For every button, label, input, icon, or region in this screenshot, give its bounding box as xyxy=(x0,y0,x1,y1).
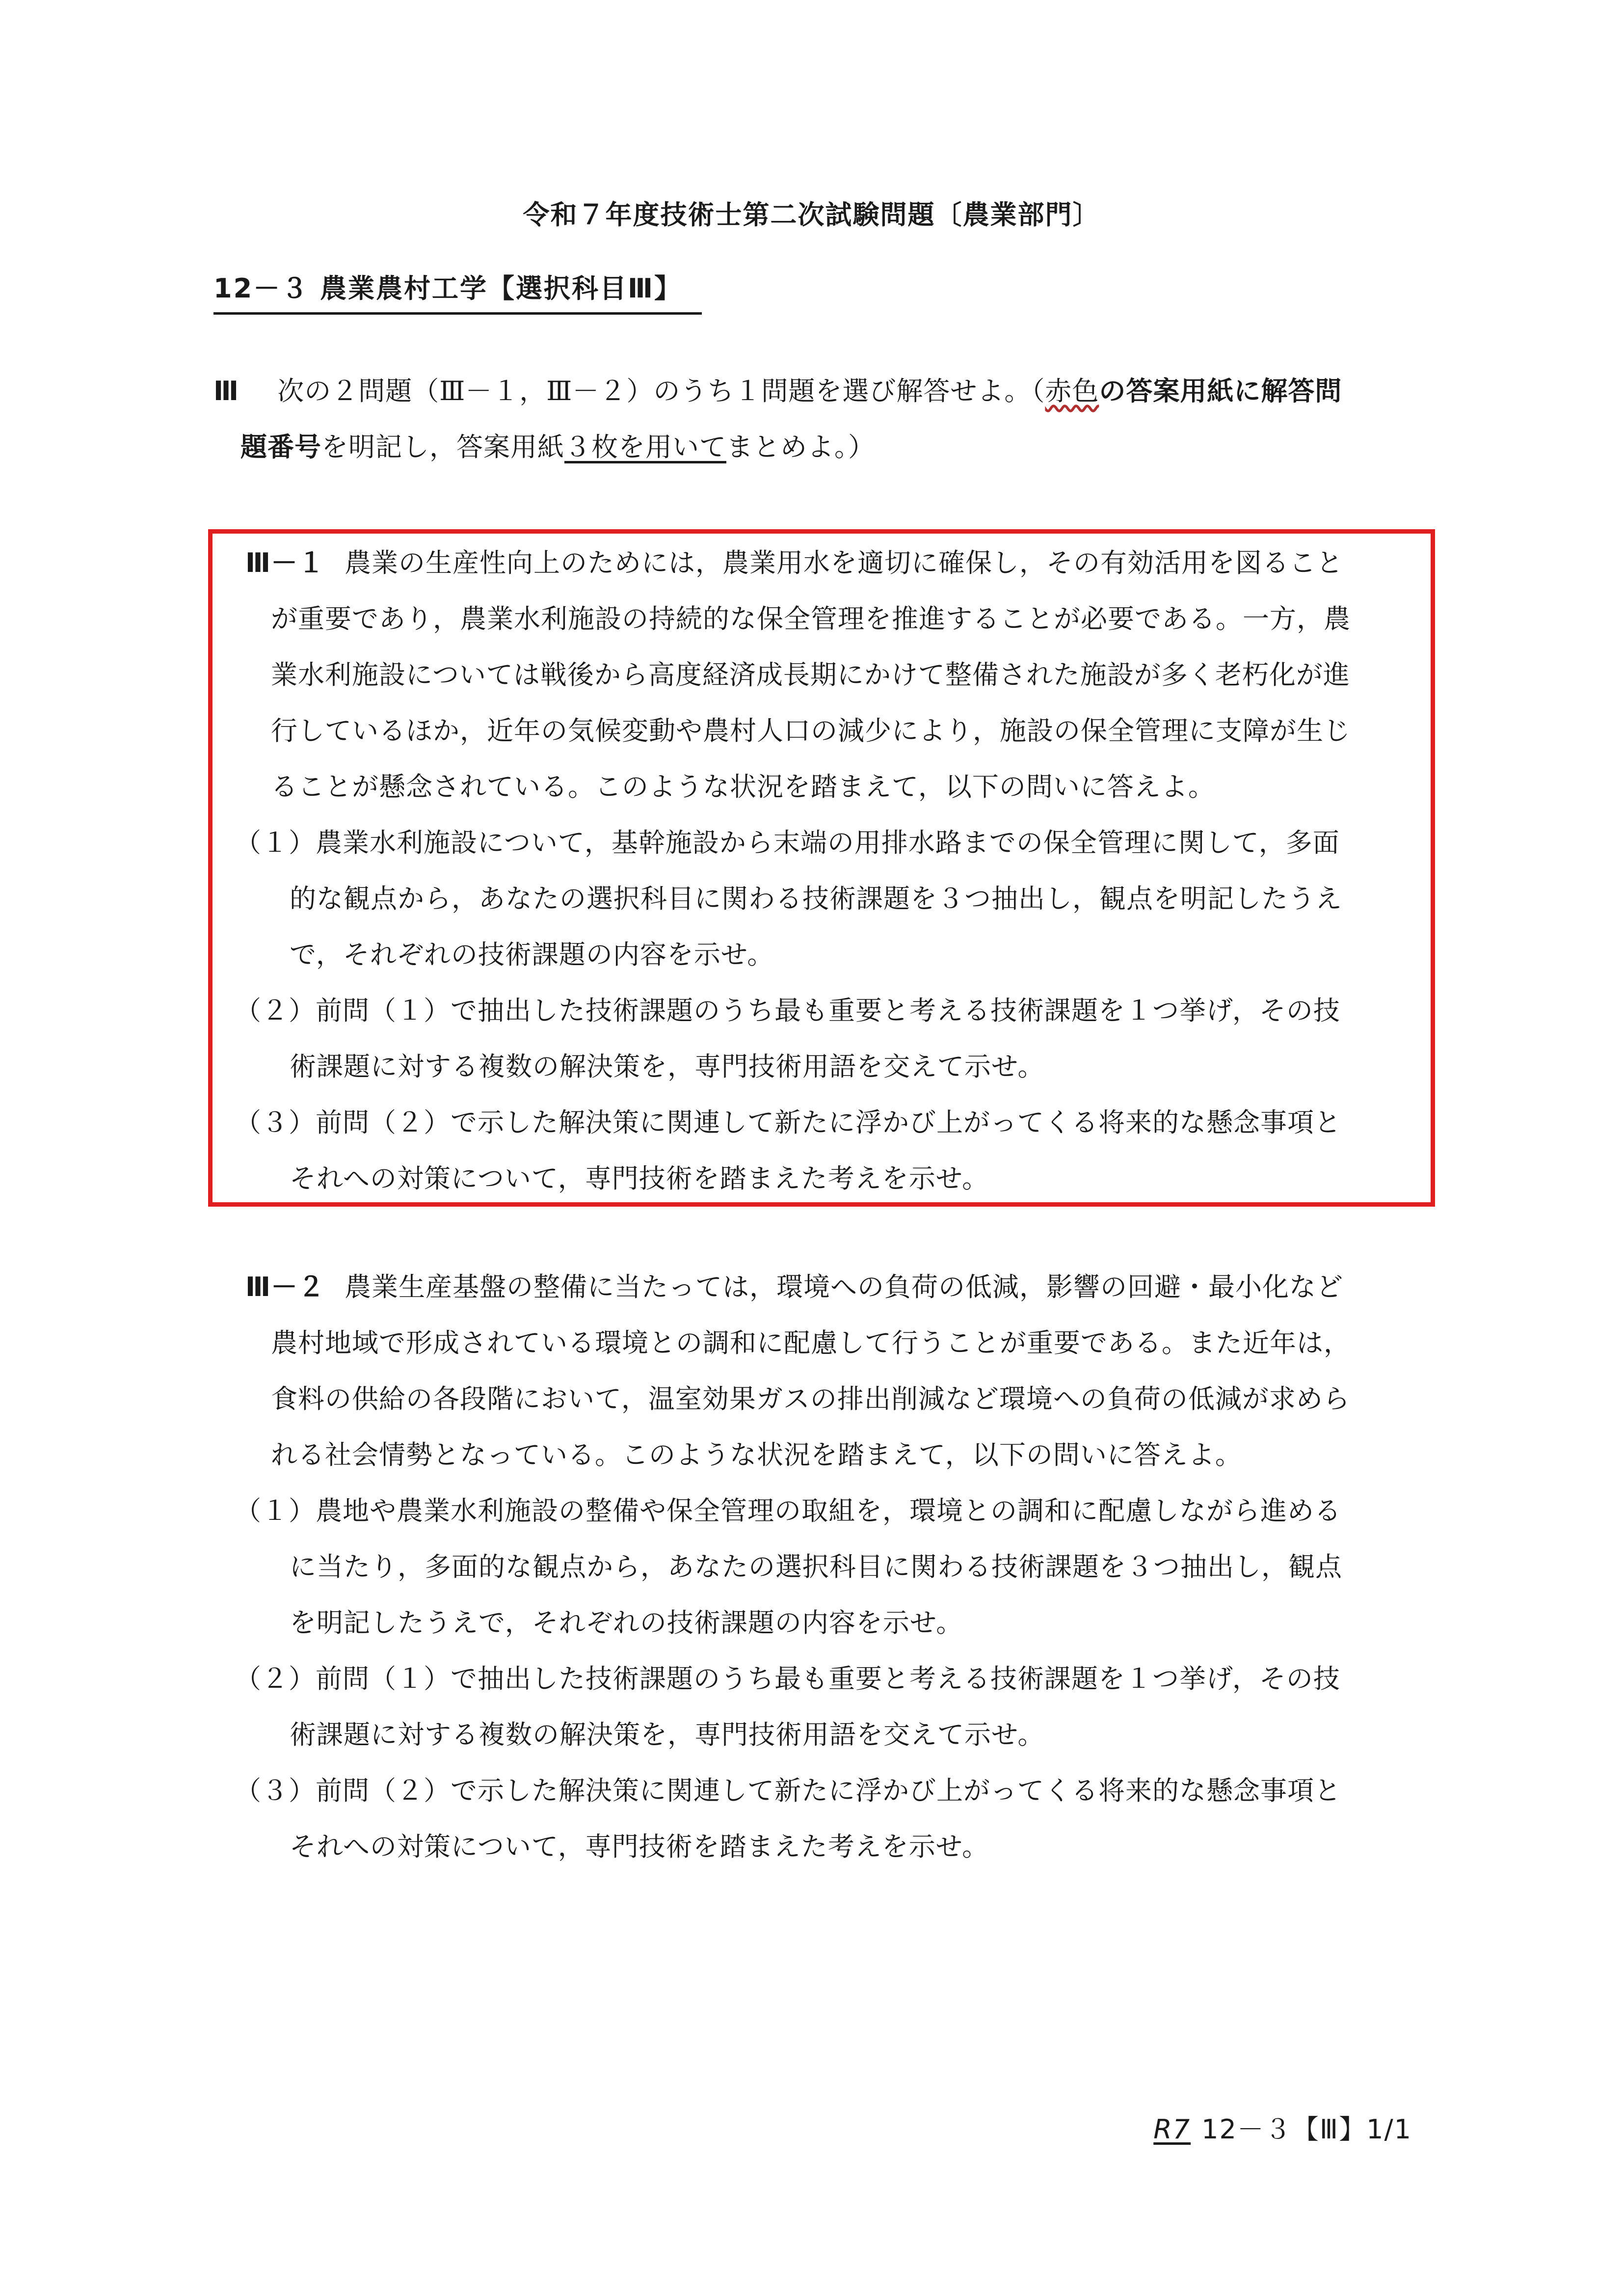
sub-question-line: で，それぞれの技術課題の内容を示せ。 xyxy=(290,939,774,970)
answer-sheet-note: の答案用紙に解答問 xyxy=(1099,376,1342,406)
sub-question-1: （１）農地や農業水利施設の整備や保全管理の取組を，環境との調和に配慮しながら進める xyxy=(235,1495,1341,1526)
red-color-note: 赤色 xyxy=(1045,376,1099,406)
sub-question-line: 的な観点から，あなたの選択科目に関わる技術課題を３つ抽出し，観点を明記したうえ xyxy=(290,883,1342,914)
sub-question-2: （２）前問（１）で抽出した技術課題のうち最も重要と考える技術課題を１つ挙げ，その技 xyxy=(235,995,1340,1026)
question-body-line: Ⅲ－２ 農業生産基盤の整備に当たっては，環境への負荷の低減，影響の回避・最小化など xyxy=(245,1271,1344,1302)
instructions-text: 次の２問題（Ⅲ－１，Ⅲ－２）のうち１問題を選び解答せよ。（ xyxy=(277,376,1045,406)
sub-question-line: それへの対策について，専門技術を踏まえた考えを示せ。 xyxy=(290,1163,989,1194)
page-title: 令和７年度技術士第二次試験問題〔農業部門〕 xyxy=(523,199,1100,230)
sub-question-3: （３）前問（２）で示した解決策に関連して新たに浮かび上がってくる将来的な懸念事項と xyxy=(235,1107,1341,1138)
question-label: Ⅲ－１ xyxy=(245,547,325,578)
question-body-line: 食料の供給の各段階において，温室効果ガスの排出削減など環境への負荷の低減が求めら xyxy=(271,1383,1350,1414)
instructions-line-2 xyxy=(213,419,1401,475)
sub-question-2: （２）前問（１）で抽出した技術課題のうち最も重要と考える技術課題を１つ挙げ，その技 xyxy=(235,1663,1340,1694)
sub-question-line: 術課題に対する複数の解決策を，専門技術用語を交えて示せ。 xyxy=(290,1051,1045,1082)
question-iii-2 xyxy=(235,1259,1399,1875)
question-number-note: 題番号 xyxy=(240,432,321,462)
page-footer xyxy=(1153,2108,1412,2146)
page-code: 12－３【Ⅲ】1/1 xyxy=(1201,2114,1412,2145)
year-mark: R7 xyxy=(1153,2114,1191,2145)
question-body-line: が重要であり，農業水利施設の持続的な保全管理を推進することが必要である。一方，農 xyxy=(271,603,1351,634)
three-sheets-note: ３枚を用いて xyxy=(564,432,726,462)
sub-question-line: 術課題に対する複数の解決策を，専門技術用語を交えて示せ。 xyxy=(290,1719,1045,1750)
question-body-line: ることが懸念されている。このような状況を踏まえて，以下の問いに答えよ。 xyxy=(271,771,1215,802)
instructions-text: まとめよ。） xyxy=(726,432,875,462)
section-label: Ⅲ xyxy=(213,376,239,406)
instructions-text: を明記し，答案用紙 xyxy=(321,432,564,462)
sub-question-1: （１）農業水利施設について，基幹施設から末端の用排水路までの保全管理に関して，多面 xyxy=(235,827,1340,858)
sub-question-3: （３）前問（２）で示した解決策に関連して新たに浮かび上がってくる将来的な懸念事項と xyxy=(235,1775,1341,1806)
question-body-line: 業水利施設については戦後から高度経済成長期にかけて整備された施設が多く老朽化が進 xyxy=(271,659,1350,690)
question-body-line: Ⅲ－１ 農業の生産性向上のためには，農業用水を適切に確保し，その有効活用を図ること xyxy=(245,547,1344,578)
question-iii-1 xyxy=(235,535,1399,1207)
instructions-line-1 xyxy=(213,363,1401,419)
question-body-line: 農村地域で形成されている環境との調和に配慮して行うことが重要である。また近年は， xyxy=(271,1327,1351,1358)
question-body-line: 行しているほか，近年の気候変動や農村人口の減少により，施設の保全管理に支障が生じ xyxy=(271,715,1351,746)
instructions xyxy=(213,363,1401,475)
sub-question-line: を明記したうえで，それぞれの技術課題の内容を示せ。 xyxy=(290,1607,963,1638)
question-label: Ⅲ－２ xyxy=(245,1271,325,1302)
subject-heading: 12－３ 農業農村工学【選択科目Ⅲ】 xyxy=(213,268,702,315)
question-body-line: れる社会情勢となっている。このような状況を踏まえて，以下の問いに答えよ。 xyxy=(271,1439,1242,1470)
sub-question-line: それへの対策について，専門技術を踏まえた考えを示せ。 xyxy=(290,1831,989,1862)
sub-question-line: に当たり，多面的な観点から，あなたの選択科目に関わる技術課題を３つ抽出し，観点 xyxy=(290,1551,1342,1582)
